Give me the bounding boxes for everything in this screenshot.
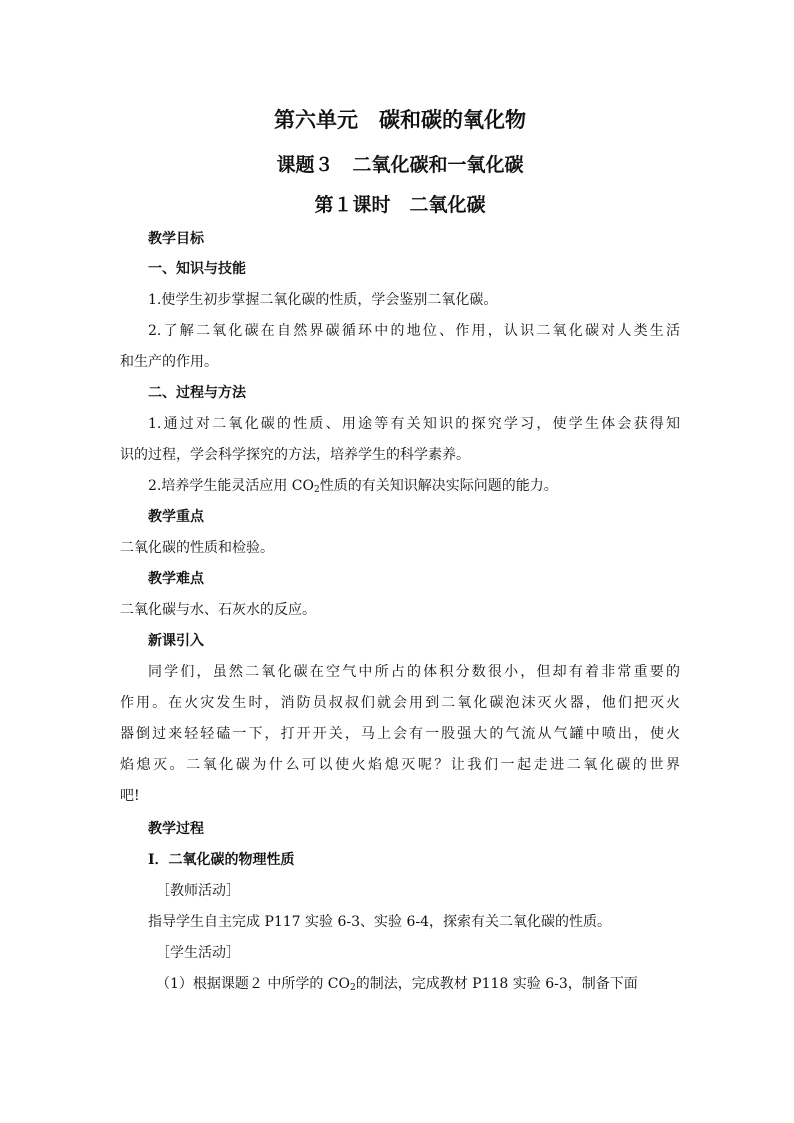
teacher-activity-text: 指导学生自主完成 P117 实验 6-3、实验 6-4，探索有关二氧化碳的性质。	[148, 914, 612, 930]
knowledge-item-2-line-2: 和生产的作用。	[120, 354, 218, 370]
process-item-2-text-end: 性质的有关知识解决实际问题的能力。	[319, 478, 558, 494]
objectives-heading: 教学目标	[148, 231, 204, 247]
document-page	[120, 0, 680, 1123]
student-activity-label: ［学生活动］	[156, 945, 240, 961]
intro-line-1: 同学们，虽然二氧化碳在空气中所占的体积分数很小，但却有着非常重要的	[148, 664, 680, 680]
intro-line-2: 作用。在火灾发生时，消防员叔叔们就会用到二氧化碳泡沫灭火器，他们把灭火	[120, 695, 680, 711]
difficulties-text: 二氧化碳与水、石灰水的反应。	[120, 602, 316, 618]
intro-line-3: 器倒过来轻轻磕一下，打开开关，马上会有一股强大的气流从气罐中喷出，使火	[120, 726, 680, 742]
process-item-1-line-1: 1.通过对二氧化碳的性质、用途等有关知识的探究学习，使学生体会获得知	[148, 416, 680, 432]
intro-heading: 新课引入	[148, 633, 204, 649]
co2-subscript: 2	[350, 983, 356, 993]
student-activity-item-1	[156, 975, 680, 993]
process-item-1-line-2: 识的过程，学会科学探究的方法，培养学生的科学素养。	[120, 447, 470, 463]
student-item-1-text-end: 的制法，完成教材 P118 实验 6-3，制备下面	[355, 976, 638, 992]
process-item-2-text: 2.培养学生能灵活应用 CO	[148, 478, 314, 494]
key-points-heading: 教学重点	[148, 509, 204, 525]
knowledge-skills-heading: 一、知识与技能	[148, 261, 246, 277]
process-methods-heading: 二、过程与方法	[148, 385, 246, 401]
co2-subscript: 2	[314, 485, 320, 495]
knowledge-item-1: 1.使学生初步掌握二氧化碳的性质，学会鉴别二氧化碳。	[148, 292, 498, 308]
unit-title: 第六单元 碳和碳的氧化物	[274, 107, 526, 132]
student-item-1-text: （1）根据课题２ 中所学的 CO	[156, 976, 350, 992]
difficulties-heading: 教学难点	[148, 571, 204, 587]
lesson-title: 课题３ 二氧化碳和一氧化碳	[276, 154, 524, 176]
intro-line-4: 焰熄灭。二氧化碳为什么可以使火焰熄灭呢？让我们一起走进二氧化碳的世界	[120, 757, 680, 773]
knowledge-item-2-line-1: 2.了解二氧化碳在自然界碳循环中的地位、作用，认识二氧化碳对人类生活	[148, 323, 680, 339]
intro-line-5: 吧!	[120, 788, 140, 804]
key-points-text: 二氧化碳的性质和检验。	[120, 540, 274, 556]
process-item-2	[148, 477, 680, 495]
section-1-heading: Ⅰ．二氧化碳的物理性质	[148, 852, 295, 868]
process-heading: 教学过程	[148, 821, 204, 837]
teacher-activity-label: ［教师活动］	[156, 883, 240, 899]
period-title: 第１课时 二氧化碳	[314, 194, 486, 216]
